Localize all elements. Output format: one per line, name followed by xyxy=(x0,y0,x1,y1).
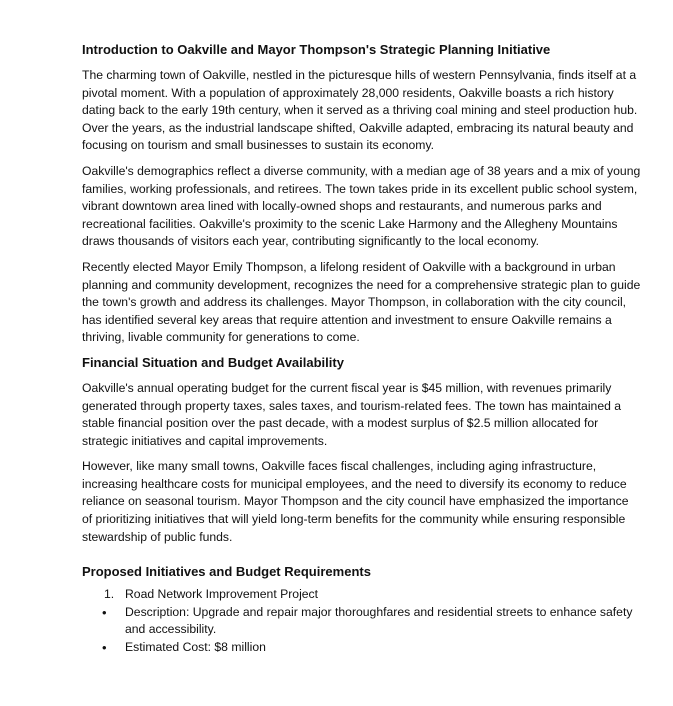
document-page xyxy=(82,38,642,657)
list-item xyxy=(82,604,642,639)
intro-paragraph-3: Recently elected Mayor Emily Thompson, a lifelong resident of Oakville with a background in urban planning and community development, recognizes the need for a comprehensive strategic plan to guide the town's growth and address its challenges. Mayor Thompson, in collaboration with the city council, has identified several key areas that require attention and investment to ensure Oakville remains a thriving, livable community for generations to come. xyxy=(82,259,641,345)
list-item xyxy=(82,639,642,657)
list-item-text: Estimated Cost: $8 million xyxy=(125,640,266,655)
finance-heading: Financial Situation and Budget Availability xyxy=(82,354,344,370)
finance-paragraph-1: Oakville's annual operating budget for the current fiscal year is $45 million, with revenues primarily generated through property taxes, sales taxes, and tourism-related fees. The town has maintained a stable financial position over the past decade, with a modest surplus of $2.5 million allocated for strategic initiatives and capital improvements. xyxy=(82,380,622,448)
intro-heading: Introduction to Oakville and Mayor Thompson's Strategic Planning Initiative xyxy=(82,42,551,57)
intro-paragraph-1: The charming town of Oakville, nestled in the picturesque hills of western Pennsylvania, finds itself at a pivotal moment. With a population of approximately 28,000 residents, Oakville boasts a rich history dating back to the early 19th century, when it served as a thriving coal mining and steel production hub. Over the years, as the industrial landscape shifted, Oakville adapted, embracing its natural beauty and focusing on tourism and small businesses to sustain its economy. xyxy=(82,68,638,153)
bullet-marker: • xyxy=(102,604,107,620)
initiatives-list xyxy=(82,586,642,656)
list-item xyxy=(82,586,642,604)
initiatives-heading: Proposed Initiatives and Budget Requirements xyxy=(82,564,371,580)
list-item-text: Road Network Improvement Project xyxy=(125,587,319,602)
list-number: 1. xyxy=(104,587,115,602)
list-item-text: Description: Upgrade and repair major thoroughfares and residential streets to enhance safety and accessibility. xyxy=(125,604,633,637)
bullet-marker: • xyxy=(102,640,107,656)
intro-paragraph-2: Oakville's demographics reflect a diverse community, with a median age of 38 years and a mix of young families, working professionals, and retirees. The town takes pride in its excellent public school system, vibrant downtown area lined with locally-owned shops and restaurants, and numerous parks and recreational facilities. Oakville's proximity to the scenic Lake Harmony and the Allegheny Mountains draws thousands of visitors each year, contributing significantly to the local economy. xyxy=(82,163,641,249)
finance-paragraph-2: However, like many small towns, Oakville faces fiscal challenges, including aging infrastructure, increasing healthcare costs for municipal employees, and the need to diversify its economy to reduce reliance on seasonal tourism. Mayor Thompson and the city council have emphasized the importance of prioritizing initiatives that will yield long-term benefits for the community while ensuring responsible stewardship of public funds. xyxy=(82,459,629,544)
